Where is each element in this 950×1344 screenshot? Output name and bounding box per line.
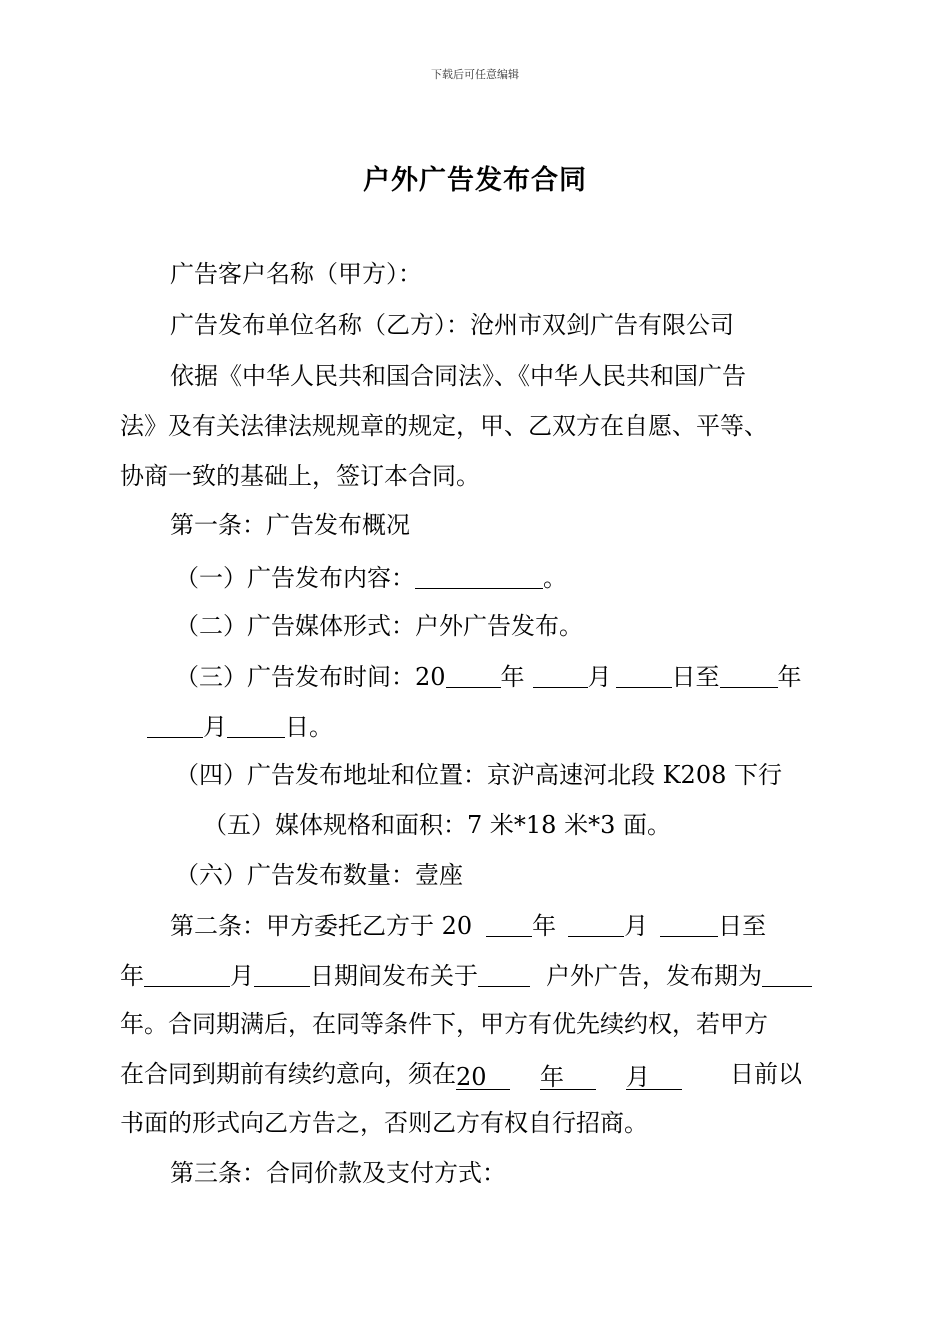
article-2-line-5: 书面的形式向乙方告之，否则乙方有权自行招商。: [120, 1109, 648, 1137]
client-name-line: 广告客户名称（甲方）：: [170, 260, 422, 288]
art2b-month: 月: [230, 962, 254, 990]
item-3b-day: 日。: [285, 713, 333, 741]
article-3-heading: 第三条：合同价款及支付方式：: [170, 1159, 506, 1187]
item-2-media-form: （二）广告媒体形式：户外广告发布。: [175, 612, 583, 640]
art2-blank-day: [660, 912, 718, 937]
item-3-time: [175, 663, 802, 689]
art2b-period: 日期间发布关于: [310, 962, 478, 990]
item-1-end: 。: [543, 564, 567, 592]
article-2-line-2: [120, 962, 812, 988]
art2b-year: 年: [120, 962, 144, 990]
art2-label: 第二条：甲方委托乙方于 20: [170, 912, 473, 940]
blank-content: [415, 564, 543, 589]
art2d-blank-20: [456, 1065, 510, 1090]
item-3-year-end: 年: [777, 663, 802, 691]
art2-blank-month: [568, 912, 624, 937]
item-5-size: （五）媒体规格和面积：7 米*18 米*3 面。: [203, 811, 671, 839]
art2-blank-year: [486, 912, 532, 937]
item-4-location: （四）广告发布地址和位置：京沪高速河北段 K208 下行: [175, 761, 782, 789]
item-3-year: 年: [500, 663, 525, 691]
art2b-blank-month: [254, 962, 310, 987]
art2d-20: 20: [456, 1063, 487, 1091]
basis-line-3: 协商一致的基础上，签订本合同。: [120, 462, 480, 490]
art2d-year: 年: [540, 1063, 564, 1091]
art2d-blank-year: [540, 1065, 596, 1090]
blank-month-end: [147, 713, 203, 738]
item-1-label: （一）广告发布内容：: [175, 564, 415, 592]
basis-line-1: 依据《中华人民共和国合同法》、《中华人民共和国广告: [170, 362, 746, 390]
basis-line-2: 法》及有关法律法规规章的规定，甲、乙双方在自愿、平等、: [120, 412, 768, 440]
item-6-quantity: （六）广告发布数量：壹座: [175, 861, 463, 889]
art2d-day: 日前以: [730, 1060, 802, 1088]
item-3-day: 日至: [671, 663, 720, 691]
article-2-line-3: 年。合同期满后，在同等条件下，甲方有优先续约权，若甲方: [120, 1010, 768, 1038]
item-3-label: （三）广告发布时间：20: [175, 663, 446, 691]
art2-day: 日至: [718, 912, 767, 940]
art2d-label: 在合同到期前有续约意向，须在: [120, 1060, 456, 1088]
article-1-heading: 第一条：广告发布概况: [170, 511, 410, 539]
item-3b-month: 月: [203, 713, 227, 741]
article-2-line-4: [120, 1062, 802, 1090]
blank-month: [533, 663, 588, 688]
contract-title: 户外广告发布合同: [363, 165, 587, 196]
art2b-outdoor: 户外广告，发布期为: [546, 962, 762, 990]
blank-year: [446, 663, 501, 688]
art2b-blank-term: [762, 962, 812, 987]
art2b-blank-year: [144, 962, 230, 987]
item-3-month: 月: [587, 663, 612, 691]
blank-day-end: [227, 713, 285, 738]
article-2-line-1: [170, 912, 766, 938]
item-1-content: [175, 564, 567, 590]
art2b-blank-about: [478, 962, 530, 987]
blank-year-end: [720, 663, 778, 688]
page-header: 下载后可任意编辑: [431, 68, 519, 81]
art2d-blank-month: [626, 1065, 682, 1090]
art2d-month: 月: [626, 1063, 650, 1091]
blank-day: [616, 663, 672, 688]
item-3-time-cont: [147, 713, 333, 739]
art2-year: 年: [532, 912, 557, 940]
publisher-name-line: 广告发布单位名称（乙方）：沧州市双剑广告有限公司: [170, 311, 734, 339]
art2-month: 月: [624, 912, 649, 940]
